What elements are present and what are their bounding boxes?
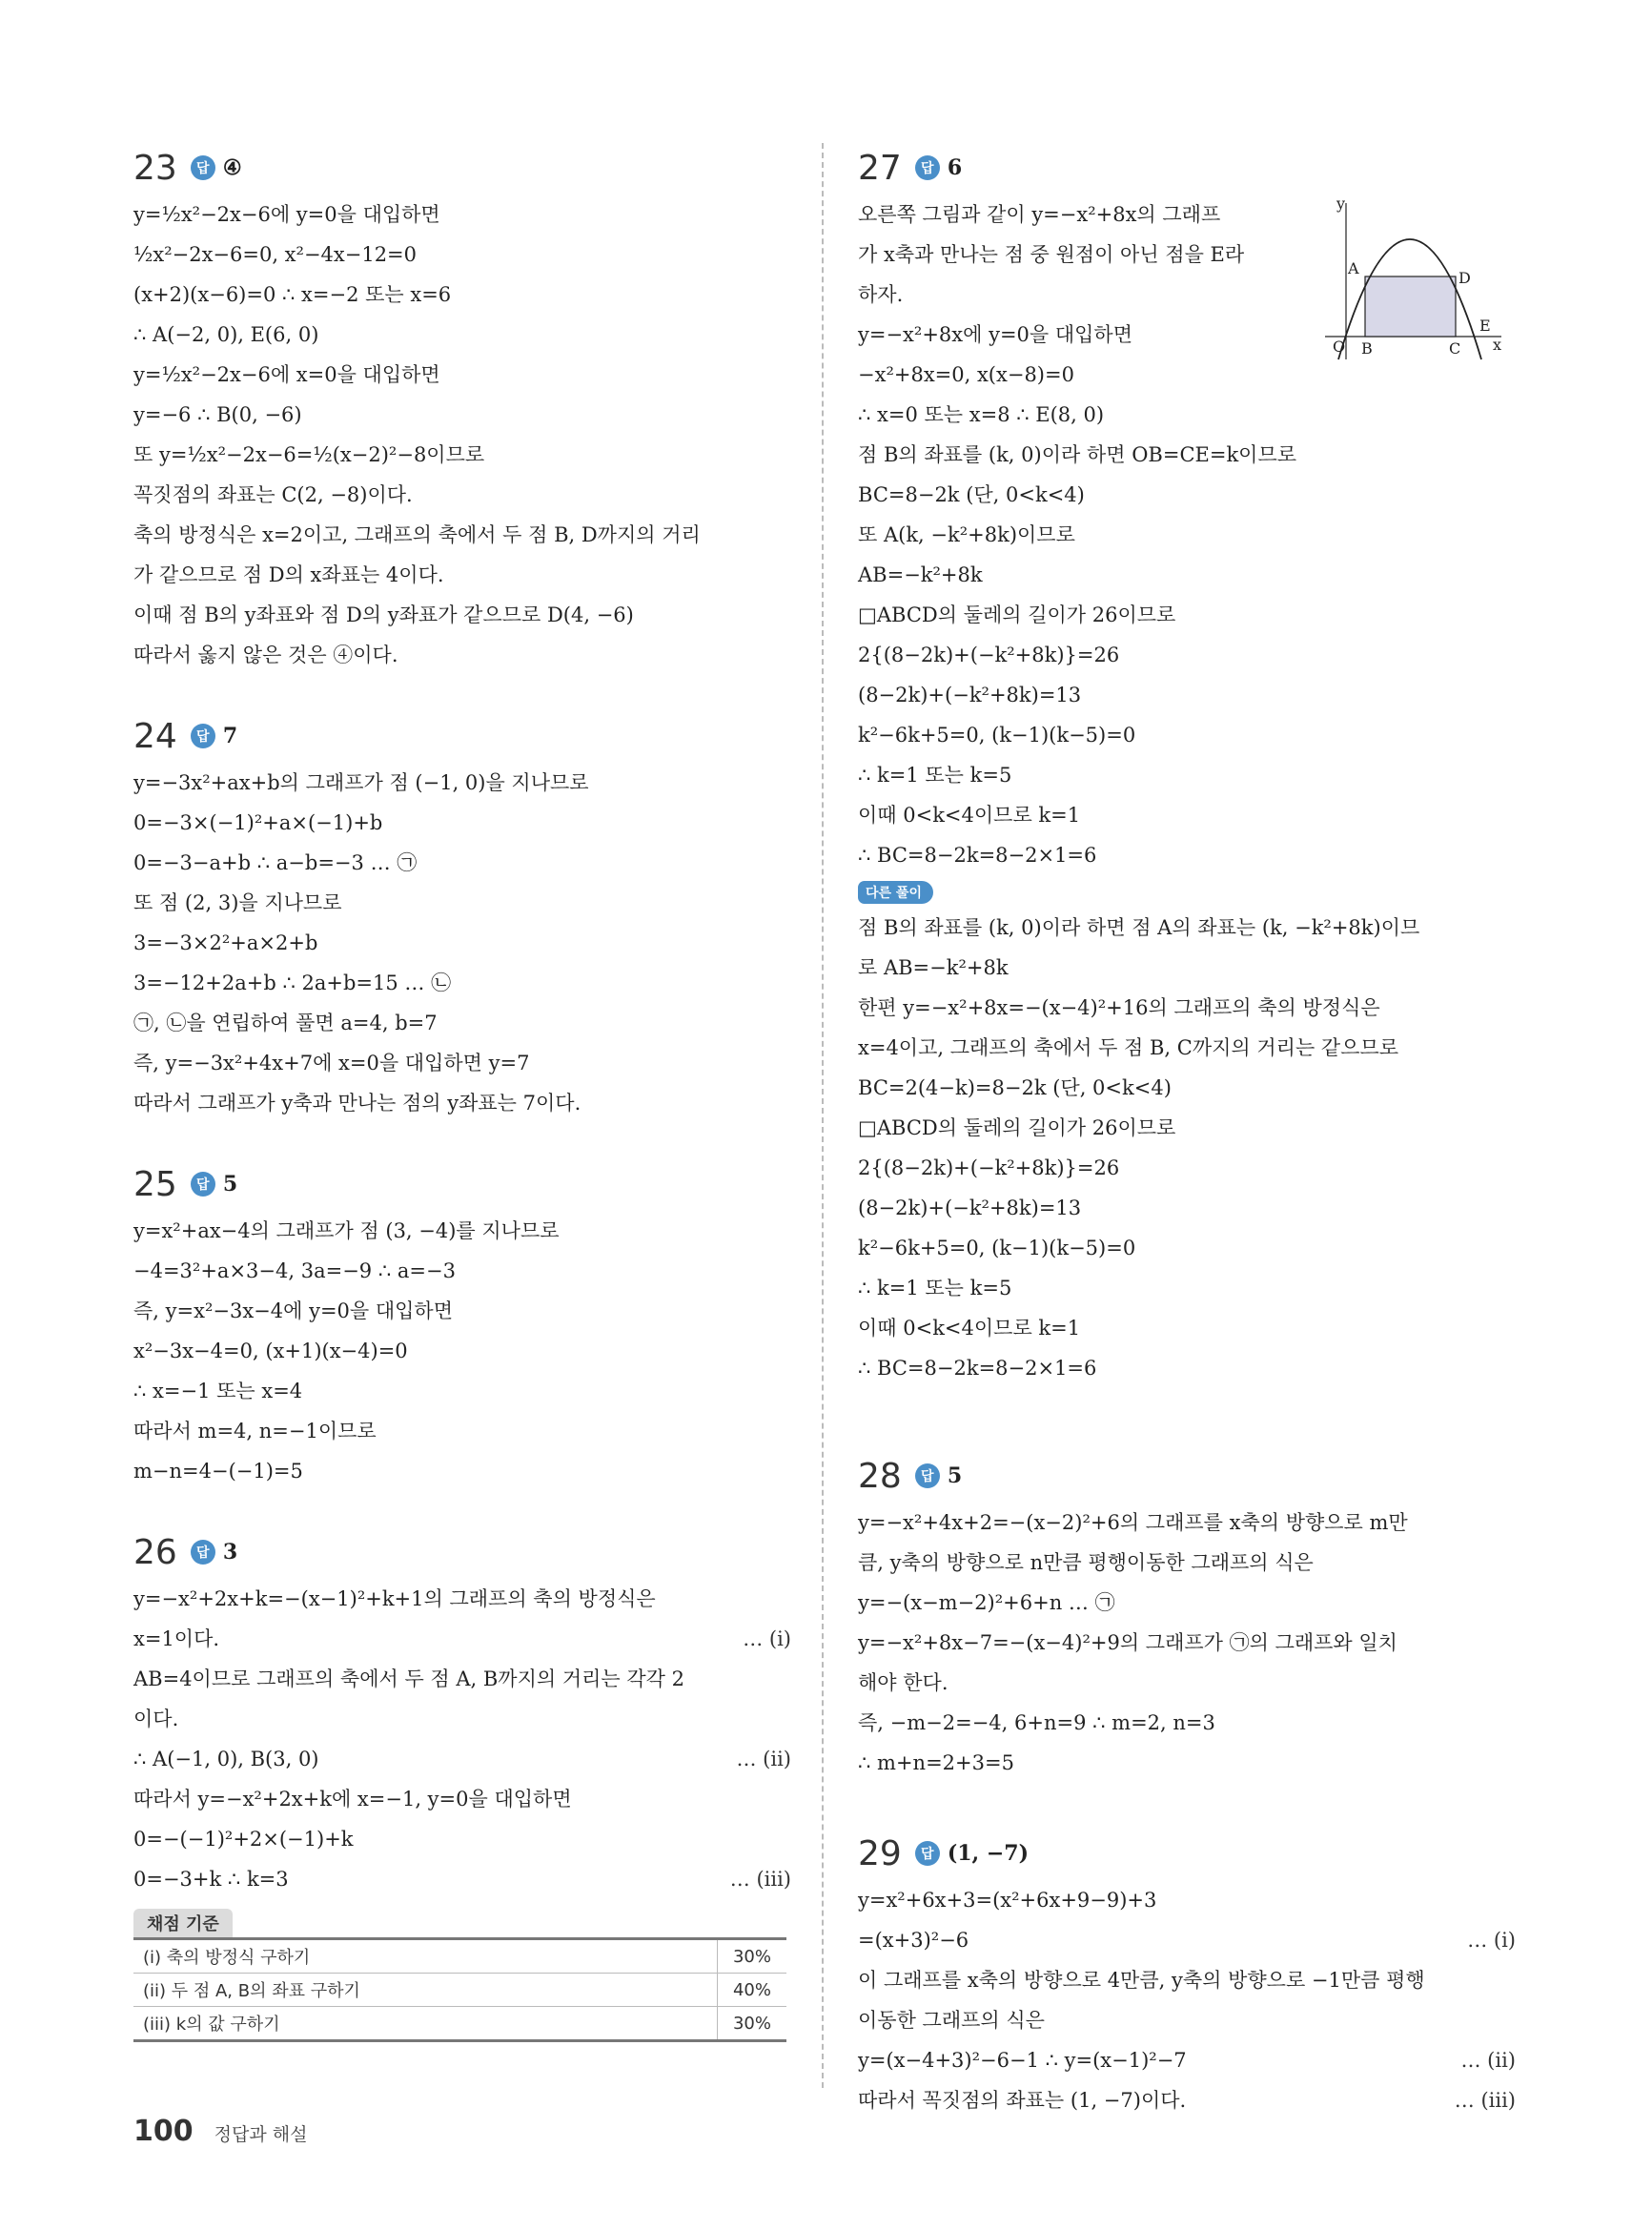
problem-header	[133, 1527, 791, 1577]
table-row	[133, 1974, 786, 2007]
solution-line: k²−6k+5=0, (k−1)(k−5)=0	[858, 724, 1136, 747]
solution-line: x=1이다. … (i)	[133, 1627, 791, 1650]
point-b-label: B	[1361, 339, 1373, 358]
solution-line: y=−x²+4x+2=−(x−2)²+6의 그래프를 x축의 방향으로 m만	[858, 1511, 1408, 1534]
criteria-title: 채점 기준	[133, 1909, 233, 1937]
solution-line: AB=4이므로 그래프의 축에서 두 점 A, B까지의 거리는 각각 2	[133, 1667, 684, 1690]
solution-line: AB=−k²+8k	[858, 563, 983, 586]
solution-line: □ABCD의 둘레의 길이가 26이므로	[858, 604, 1176, 626]
solution-line: 즉, y=x²−3x−4에 y=0을 대입하면	[133, 1299, 454, 1322]
parabola-graph	[1315, 195, 1506, 362]
answer-value: 5	[222, 1172, 238, 1197]
solution-line: −4=3²+a×3−4, 3a=−9 ∴ a=−3	[133, 1259, 456, 1282]
solution-line: y=−(x−m−2)²+6+n … ㉠	[858, 1591, 1115, 1614]
criteria-percent: 40%	[718, 1974, 787, 2007]
table-row	[133, 1939, 786, 1974]
solution-line: 이 그래프를 x축의 방향으로 4만큼, y축의 방향으로 −1만큼 평행	[858, 1969, 1425, 1992]
solution-line: (8−2k)+(−k²+8k)=13	[858, 1197, 1082, 1219]
solution-line: y=(x−4+3)²−6−1 ∴ y=(x−1)²−7 … (ii)	[858, 2049, 1516, 2072]
answer-value: ④	[222, 155, 242, 180]
parabola-figure	[1315, 195, 1506, 362]
answer-value: 3	[222, 1540, 238, 1565]
solution-line: 따라서 y=−x²+2x+k에 x=−1, y=0을 대입하면	[133, 1788, 572, 1811]
problem-number: 26	[133, 1532, 177, 1572]
criteria-percent: 30%	[718, 1939, 787, 1974]
solution-line: 0=−3−a+b ∴ a−b=−3 … ㉠	[133, 851, 418, 874]
point-e-label: E	[1479, 317, 1491, 335]
problem-number: 27	[858, 148, 902, 188]
solution-line: 3=−3×2²+a×2+b	[133, 931, 318, 954]
problem-number: 25	[133, 1164, 177, 1204]
page-number: 100	[133, 2115, 194, 2148]
solution-line: 이때 0<k<4이므로 k=1	[858, 1317, 1081, 1340]
solution-line: 하자.	[858, 283, 904, 306]
solution-line: y=½x²−2x−6에 y=0을 대입하면	[133, 203, 440, 226]
solution-line: ∴ m+n=2+3=5	[858, 1751, 1014, 1774]
solution-line: 또 점 (2, 3)을 지나므로	[133, 891, 342, 914]
origin-label: O	[1333, 338, 1346, 356]
answer-badge-icon: 답	[191, 1172, 215, 1197]
solution-line: ∴ x=0 또는 x=8 ∴ E(8, 0)	[858, 403, 1105, 426]
solution-line: 축의 방정식은 x=2이고, 그래프의 축에서 두 점 B, D까지의 거리	[133, 523, 701, 546]
solution-line: 따라서 꼭짓점의 좌표는 (1, −7)이다. … (iii)	[858, 2089, 1516, 2112]
solution-line: ½x²−2x−6=0, x²−4x−12=0	[133, 243, 418, 266]
solution-line: 꼭짓점의 좌표는 C(2, −8)이다.	[133, 483, 413, 506]
solution-line: ∴ A(−2, 0), E(6, 0)	[133, 323, 319, 346]
problem-29	[858, 1829, 1516, 2120]
problem-25	[133, 1159, 791, 1491]
solution-line: 점 B의 좌표를 (k, 0)이라 하면 OB=CE=k이므로	[858, 443, 1297, 466]
solution-line: 오른쪽 그림과 같이 y=−x²+8x의 그래프	[858, 203, 1221, 226]
solution-line: −x²+8x=0, x(x−8)=0	[858, 363, 1074, 386]
solution-line: =(x+3)²−6 … (i)	[858, 1929, 1516, 1952]
page-footer	[133, 2115, 307, 2148]
answer-badge-icon: 답	[191, 155, 215, 180]
problem-header	[858, 1451, 1516, 1501]
problem-24	[133, 711, 791, 1123]
solution-line: 0=−(−1)²+2×(−1)+k	[133, 1828, 354, 1851]
solution-line: ∴ k=1 또는 k=5	[858, 764, 1012, 787]
spacer	[858, 1424, 1516, 1451]
problem-number: 28	[858, 1456, 902, 1496]
answer-badge-icon: 답	[915, 1841, 940, 1866]
answer-badge-icon: 답	[191, 724, 215, 748]
solution-line: 3=−12+2a+b ∴ 2a+b=15 … ㉡	[133, 972, 452, 994]
solution-line: k²−6k+5=0, (k−1)(k−5)=0	[858, 1237, 1136, 1259]
solution-line: y=−6 ∴ B(0, −6)	[133, 403, 302, 426]
criteria-label: (iii) k의 값 구하기	[133, 2007, 718, 2041]
solution-line: y=−x²+8x에 y=0을 대입하면	[858, 323, 1133, 346]
problem-number: 23	[133, 148, 177, 188]
solution-line: 로 AB=−k²+8k	[858, 956, 1009, 979]
solution-line: 즉, y=−3x²+4x+7에 x=0을 대입하면 y=7	[133, 1052, 530, 1074]
answer-value: 5	[947, 1463, 963, 1488]
answer-badge-icon: 답	[915, 155, 940, 180]
problem-number: 29	[858, 1833, 902, 1873]
solution-line: y=−3x²+ax+b의 그래프가 점 (−1, 0)을 지나므로	[133, 771, 589, 794]
point-c-label: C	[1449, 339, 1461, 358]
solution-line: ㉠, ㉡을 연립하여 풀면 a=4, b=7	[133, 1012, 438, 1034]
solution-line: 따라서 m=4, n=−1이므로	[133, 1420, 377, 1442]
solution-line: 따라서 그래프가 y축과 만나는 점의 y좌표는 7이다.	[133, 1092, 581, 1115]
criteria-label: (ii) 두 점 A, B의 좌표 구하기	[133, 1974, 718, 2007]
solution-line: BC=2(4−k)=8−2k (단, 0<k<4)	[858, 1076, 1172, 1099]
left-column	[133, 143, 791, 2078]
problem-number: 24	[133, 716, 177, 756]
point-a-label: A	[1348, 259, 1359, 277]
solution-line: ∴ k=1 또는 k=5	[858, 1277, 1012, 1299]
solution-line: 점 B의 좌표를 (k, 0)이라 하면 점 A의 좌표는 (k, −k²+8k)이므	[858, 916, 1420, 939]
x-axis-label: x	[1493, 336, 1502, 354]
answer-value: (1, −7)	[947, 1841, 1029, 1866]
problem-header	[133, 143, 791, 193]
answer-value: 6	[947, 155, 963, 180]
solution-line: 즉, −m−2=−4, 6+n=9 ∴ m=2, n=3	[858, 1711, 1215, 1734]
solution-line: y=x²+6x+3=(x²+6x+9−9)+3	[858, 1889, 1157, 1912]
problem-header	[133, 711, 791, 761]
solution-line: x²−3x−4=0, (x+1)(x−4)=0	[133, 1340, 408, 1362]
solution-line: (8−2k)+(−k²+8k)=13	[858, 684, 1082, 706]
solution-line: 이때 점 B의 y좌표와 점 D의 y좌표가 같으므로 D(4, −6)	[133, 604, 634, 626]
solution-line: 0=−3+k ∴ k=3 … (iii)	[133, 1868, 791, 1891]
solution-line: □ABCD의 둘레의 길이가 26이므로	[858, 1116, 1176, 1139]
y-axis-label: y	[1336, 195, 1346, 213]
table-row	[133, 2007, 786, 2041]
criteria-percent: 30%	[718, 2007, 787, 2041]
solution-line: 이때 0<k<4이므로 k=1	[858, 804, 1081, 827]
solution-line: y=x²+ax−4의 그래프가 점 (3, −4)를 지나므로	[133, 1219, 560, 1242]
solution-line: y=−x²+2x+k=−(x−1)²+k+1의 그래프의 축의 방정식은	[133, 1587, 656, 1610]
problem-26	[133, 1527, 791, 2042]
solution-line: ∴ x=−1 또는 x=4	[133, 1380, 303, 1402]
column-divider	[822, 143, 824, 2088]
criteria-table	[133, 1937, 786, 2042]
solution-line: y=½x²−2x−6에 x=0을 대입하면	[133, 363, 440, 386]
problem-header	[858, 1829, 1516, 1878]
right-column	[858, 143, 1516, 2157]
solution-line: 이동한 그래프의 식은	[858, 2009, 1045, 2032]
alternative-solution-label: 다른 풀이	[858, 881, 933, 904]
criteria-label: (i) 축의 방정식 구하기	[133, 1939, 718, 1974]
problem-23	[133, 143, 791, 675]
solution-line: ∴ A(−1, 0), B(3, 0) … (ii)	[133, 1748, 791, 1770]
solution-line: 0=−3×(−1)²+a×(−1)+b	[133, 811, 383, 834]
footer-label: 정답과 해설	[214, 2124, 308, 2145]
solution-line: BC=8−2k (단, 0<k<4)	[858, 483, 1085, 506]
solution-line: 가 같으므로 점 D의 x좌표는 4이다.	[133, 563, 444, 586]
solution-line: y=−x²+8x−7=−(x−4)²+9의 그래프가 ㉠의 그래프와 일치	[858, 1631, 1397, 1654]
solution-line: 또 y=½x²−2x−6=½(x−2)²−8이므로	[133, 443, 485, 466]
solution-line: ∴ BC=8−2k=8−2×1=6	[858, 844, 1097, 867]
problem-28	[858, 1451, 1516, 1783]
solution-line: 해야 한다.	[858, 1671, 948, 1694]
spacer	[858, 1819, 1516, 1829]
solution-line: 또 A(k, −k²+8k)이므로	[858, 523, 1075, 546]
solution-line: x=4이고, 그래프의 축에서 두 점 B, C까지의 거리는 같으므로	[858, 1036, 1399, 1059]
solution-line: 2{(8−2k)+(−k²+8k)}=26	[858, 1156, 1120, 1179]
rectangle-abcd	[1365, 276, 1456, 337]
solution-line: 이다.	[133, 1708, 179, 1730]
solution-line: 큼, y축의 방향으로 n만큼 평행이동한 그래프의 식은	[858, 1551, 1314, 1574]
solution-line: 2{(8−2k)+(−k²+8k)}=26	[858, 644, 1120, 666]
point-d-label: D	[1458, 269, 1471, 287]
problem-header	[133, 1159, 791, 1209]
answer-value: 7	[222, 724, 238, 748]
solution-line: (x+2)(x−6)=0 ∴ x=−2 또는 x=6	[133, 283, 452, 306]
solution-line: m−n=4−(−1)=5	[133, 1460, 303, 1483]
grading-criteria	[133, 1909, 786, 2042]
answer-badge-icon: 답	[915, 1463, 940, 1488]
solution-line: 한편 y=−x²+8x=−(x−4)²+16의 그래프의 축의 방정식은	[858, 996, 1380, 1019]
problem-header	[858, 143, 1516, 193]
solution-line: ∴ BC=8−2k=8−2×1=6	[858, 1357, 1097, 1380]
solution-line: 따라서 옳지 않은 것은 ④이다.	[133, 644, 398, 666]
answer-badge-icon: 답	[191, 1540, 215, 1565]
solution-line: 가 x축과 만나는 점 중 원점이 아닌 점을 E라	[858, 243, 1245, 266]
